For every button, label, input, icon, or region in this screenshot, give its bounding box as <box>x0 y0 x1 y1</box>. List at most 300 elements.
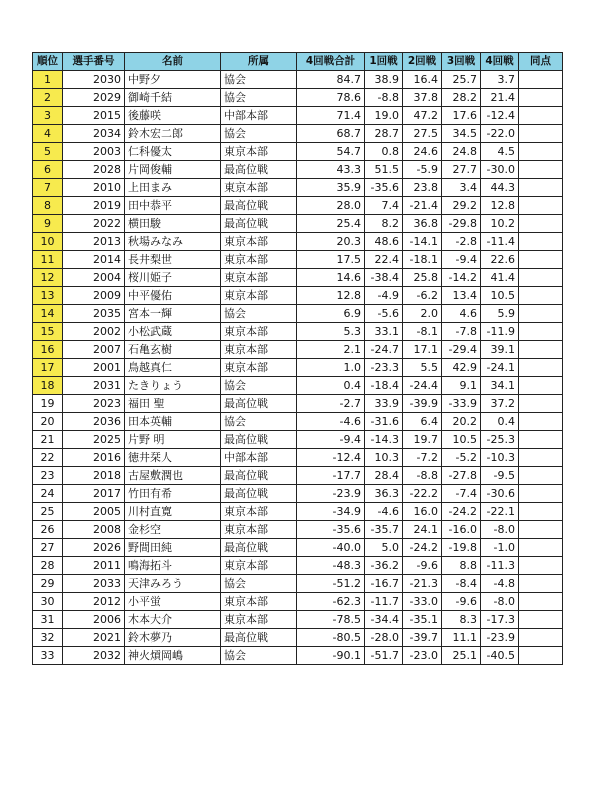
tie-cell <box>519 485 563 503</box>
table-row <box>33 503 563 521</box>
round3-cell: 28.2 <box>442 89 481 107</box>
tie-cell <box>519 179 563 197</box>
team-cell: 協会 <box>221 647 297 665</box>
total-cell: -17.7 <box>297 467 365 485</box>
round2-cell: 27.5 <box>403 125 442 143</box>
round3-cell: 10.5 <box>442 431 481 449</box>
round4-cell: -30.0 <box>481 161 519 179</box>
total-cell: 0.4 <box>297 377 365 395</box>
name-cell: 鳥越真仁 <box>125 359 221 377</box>
round1-cell: -34.4 <box>365 611 403 629</box>
rank-cell: 2 <box>33 89 63 107</box>
tie-cell <box>519 467 563 485</box>
round4-cell: -4.8 <box>481 575 519 593</box>
table-row <box>33 485 563 503</box>
player-id-cell: 2005 <box>63 503 125 521</box>
name-cell: 鈴木宏二郎 <box>125 125 221 143</box>
tie-cell <box>519 143 563 161</box>
team-cell: 東京本部 <box>221 143 297 161</box>
player-id-cell: 2002 <box>63 323 125 341</box>
table-row <box>33 107 563 125</box>
header-round1: 1回戦 <box>365 53 403 71</box>
name-cell: 後藤咲 <box>125 107 221 125</box>
round4-cell: 3.7 <box>481 71 519 89</box>
rank-cell: 8 <box>33 197 63 215</box>
header-round3: 3回戦 <box>442 53 481 71</box>
rank-cell: 15 <box>33 323 63 341</box>
total-cell: 14.6 <box>297 269 365 287</box>
round2-cell: 17.1 <box>403 341 442 359</box>
round1-cell: 51.5 <box>365 161 403 179</box>
round2-cell: -24.2 <box>403 539 442 557</box>
header-player-id: 選手番号 <box>63 53 125 71</box>
round1-cell: 33.9 <box>365 395 403 413</box>
round1-cell: -8.8 <box>365 89 403 107</box>
round3-cell: 4.6 <box>442 305 481 323</box>
round1-cell: -38.4 <box>365 269 403 287</box>
table-row <box>33 287 563 305</box>
round2-cell: -21.4 <box>403 197 442 215</box>
player-id-cell: 2023 <box>63 395 125 413</box>
round1-cell: 5.0 <box>365 539 403 557</box>
player-id-cell: 2008 <box>63 521 125 539</box>
name-cell: 天津みろう <box>125 575 221 593</box>
round2-cell: 47.2 <box>403 107 442 125</box>
player-id-cell: 2014 <box>63 251 125 269</box>
name-cell: 鳴海拓斗 <box>125 557 221 575</box>
round1-cell: -4.6 <box>365 503 403 521</box>
name-cell: 福田 聖 <box>125 395 221 413</box>
round3-cell: -19.8 <box>442 539 481 557</box>
round3-cell: 3.4 <box>442 179 481 197</box>
round1-cell: -35.6 <box>365 179 403 197</box>
total-cell: 71.4 <box>297 107 365 125</box>
round4-cell: 22.6 <box>481 251 519 269</box>
table-row <box>33 395 563 413</box>
table-row <box>33 341 563 359</box>
round4-cell: 39.1 <box>481 341 519 359</box>
round2-cell: -18.1 <box>403 251 442 269</box>
table-row <box>33 215 563 233</box>
tie-cell <box>519 647 563 665</box>
tie-cell <box>519 377 563 395</box>
player-id-cell: 2021 <box>63 629 125 647</box>
round4-cell: 10.5 <box>481 287 519 305</box>
name-cell: 小松武蔵 <box>125 323 221 341</box>
name-cell: 小平蛍 <box>125 593 221 611</box>
total-cell: -35.6 <box>297 521 365 539</box>
total-cell: 54.7 <box>297 143 365 161</box>
rank-cell: 11 <box>33 251 63 269</box>
tie-cell <box>519 611 563 629</box>
table-row <box>33 575 563 593</box>
tie-cell <box>519 233 563 251</box>
header-name: 名前 <box>125 53 221 71</box>
table-row <box>33 197 563 215</box>
team-cell: 東京本部 <box>221 503 297 521</box>
total-cell: 84.7 <box>297 71 365 89</box>
rank-cell: 16 <box>33 341 63 359</box>
total-cell: 78.6 <box>297 89 365 107</box>
tie-cell <box>519 557 563 575</box>
team-cell: 東京本部 <box>221 233 297 251</box>
tie-cell <box>519 323 563 341</box>
tie-cell <box>519 413 563 431</box>
team-cell: 最高位戦 <box>221 485 297 503</box>
round4-cell: -1.0 <box>481 539 519 557</box>
round1-cell: -35.7 <box>365 521 403 539</box>
tie-cell <box>519 629 563 647</box>
round1-cell: -18.4 <box>365 377 403 395</box>
tie-cell <box>519 539 563 557</box>
round3-cell: -8.4 <box>442 575 481 593</box>
table-row <box>33 413 563 431</box>
name-cell: 中平優佑 <box>125 287 221 305</box>
round3-cell: 25.1 <box>442 647 481 665</box>
round1-cell: 28.4 <box>365 467 403 485</box>
round4-cell: 5.9 <box>481 305 519 323</box>
header-rank: 順位 <box>33 53 63 71</box>
tie-cell <box>519 269 563 287</box>
round4-cell: -11.9 <box>481 323 519 341</box>
team-cell: 協会 <box>221 305 297 323</box>
total-cell: -23.9 <box>297 485 365 503</box>
player-id-cell: 2032 <box>63 647 125 665</box>
team-cell: 東京本部 <box>221 521 297 539</box>
tie-cell <box>519 161 563 179</box>
player-id-cell: 2022 <box>63 215 125 233</box>
round1-cell: -36.2 <box>365 557 403 575</box>
rank-cell: 6 <box>33 161 63 179</box>
name-cell: 片岡俊輔 <box>125 161 221 179</box>
team-cell: 東京本部 <box>221 557 297 575</box>
round2-cell: 24.1 <box>403 521 442 539</box>
tie-cell <box>519 593 563 611</box>
table-row <box>33 521 563 539</box>
player-id-cell: 2009 <box>63 287 125 305</box>
total-cell: 35.9 <box>297 179 365 197</box>
tie-cell <box>519 287 563 305</box>
name-cell: 徳井栞人 <box>125 449 221 467</box>
player-id-cell: 2025 <box>63 431 125 449</box>
tie-cell <box>519 215 563 233</box>
table-row <box>33 449 563 467</box>
round3-cell: 8.8 <box>442 557 481 575</box>
player-id-cell: 2029 <box>63 89 125 107</box>
standings-table <box>32 52 563 665</box>
team-cell: 協会 <box>221 377 297 395</box>
round1-cell: 28.7 <box>365 125 403 143</box>
total-cell: -78.5 <box>297 611 365 629</box>
name-cell: 田中恭平 <box>125 197 221 215</box>
player-id-cell: 2012 <box>63 593 125 611</box>
rank-cell: 12 <box>33 269 63 287</box>
round3-cell: 17.6 <box>442 107 481 125</box>
tie-cell <box>519 71 563 89</box>
team-cell: 最高位戦 <box>221 395 297 413</box>
round4-cell: -9.5 <box>481 467 519 485</box>
round3-cell: -24.2 <box>442 503 481 521</box>
tie-cell <box>519 89 563 107</box>
player-id-cell: 2016 <box>63 449 125 467</box>
round3-cell: -33.9 <box>442 395 481 413</box>
round2-cell: 16.0 <box>403 503 442 521</box>
header-row <box>33 53 563 71</box>
total-cell: -9.4 <box>297 431 365 449</box>
name-cell: 御崎千結 <box>125 89 221 107</box>
round2-cell: -22.2 <box>403 485 442 503</box>
team-cell: 最高位戦 <box>221 629 297 647</box>
tie-cell <box>519 503 563 521</box>
round4-cell: -11.3 <box>481 557 519 575</box>
round4-cell: -23.9 <box>481 629 519 647</box>
round1-cell: 10.3 <box>365 449 403 467</box>
round4-cell: -40.5 <box>481 647 519 665</box>
round4-cell: -22.0 <box>481 125 519 143</box>
header-round4: 4回戦 <box>481 53 519 71</box>
name-cell: 神火熕岡嶋 <box>125 647 221 665</box>
round4-cell: -8.0 <box>481 521 519 539</box>
table-row <box>33 377 563 395</box>
round4-cell: 10.2 <box>481 215 519 233</box>
round4-cell: 12.8 <box>481 197 519 215</box>
total-cell: 25.4 <box>297 215 365 233</box>
name-cell: 古屋敷潤也 <box>125 467 221 485</box>
round1-cell: 7.4 <box>365 197 403 215</box>
header-team: 所属 <box>221 53 297 71</box>
rank-cell: 28 <box>33 557 63 575</box>
tie-cell <box>519 305 563 323</box>
rank-cell: 26 <box>33 521 63 539</box>
team-cell: 最高位戦 <box>221 197 297 215</box>
round4-cell: 34.1 <box>481 377 519 395</box>
round1-cell: -28.0 <box>365 629 403 647</box>
table-row <box>33 467 563 485</box>
rank-cell: 21 <box>33 431 63 449</box>
total-cell: -80.5 <box>297 629 365 647</box>
round1-cell: 33.1 <box>365 323 403 341</box>
rank-cell: 18 <box>33 377 63 395</box>
round2-cell: 25.8 <box>403 269 442 287</box>
round4-cell: 0.4 <box>481 413 519 431</box>
team-cell: 東京本部 <box>221 287 297 305</box>
team-cell: 東京本部 <box>221 341 297 359</box>
round4-cell: -8.0 <box>481 593 519 611</box>
total-cell: -62.3 <box>297 593 365 611</box>
rank-cell: 1 <box>33 71 63 89</box>
round2-cell: 19.7 <box>403 431 442 449</box>
round2-cell: -23.0 <box>403 647 442 665</box>
round1-cell: -5.6 <box>365 305 403 323</box>
table-row <box>33 233 563 251</box>
tie-cell <box>519 449 563 467</box>
total-cell: -12.4 <box>297 449 365 467</box>
tie-cell <box>519 107 563 125</box>
player-id-cell: 2031 <box>63 377 125 395</box>
round1-cell: -14.3 <box>365 431 403 449</box>
round1-cell: -24.7 <box>365 341 403 359</box>
round3-cell: -14.2 <box>442 269 481 287</box>
round2-cell: -24.4 <box>403 377 442 395</box>
round1-cell: 22.4 <box>365 251 403 269</box>
round1-cell: -31.6 <box>365 413 403 431</box>
tie-cell <box>519 341 563 359</box>
rank-cell: 17 <box>33 359 63 377</box>
player-id-cell: 2011 <box>63 557 125 575</box>
table-row <box>33 305 563 323</box>
total-cell: 68.7 <box>297 125 365 143</box>
table-row <box>33 161 563 179</box>
total-cell: 5.3 <box>297 323 365 341</box>
rank-cell: 22 <box>33 449 63 467</box>
name-cell: 田本英輔 <box>125 413 221 431</box>
name-cell: 仁科優太 <box>125 143 221 161</box>
round2-cell: 16.4 <box>403 71 442 89</box>
round2-cell: -8.8 <box>403 467 442 485</box>
tie-cell <box>519 395 563 413</box>
round4-cell: 44.3 <box>481 179 519 197</box>
rank-cell: 13 <box>33 287 63 305</box>
player-id-cell: 2003 <box>63 143 125 161</box>
round1-cell: 19.0 <box>365 107 403 125</box>
team-cell: 協会 <box>221 125 297 143</box>
player-id-cell: 2013 <box>63 233 125 251</box>
round3-cell: -9.4 <box>442 251 481 269</box>
rank-cell: 7 <box>33 179 63 197</box>
round2-cell: -6.2 <box>403 287 442 305</box>
team-cell: 東京本部 <box>221 323 297 341</box>
round3-cell: -27.8 <box>442 467 481 485</box>
rank-cell: 4 <box>33 125 63 143</box>
team-cell: 最高位戦 <box>221 215 297 233</box>
round2-cell: -8.1 <box>403 323 442 341</box>
rank-cell: 31 <box>33 611 63 629</box>
round3-cell: 8.3 <box>442 611 481 629</box>
player-id-cell: 2006 <box>63 611 125 629</box>
name-cell: 宮本一輝 <box>125 305 221 323</box>
name-cell: 横田駿 <box>125 215 221 233</box>
rank-cell: 20 <box>33 413 63 431</box>
round3-cell: 25.7 <box>442 71 481 89</box>
name-cell: 竹田有希 <box>125 485 221 503</box>
team-cell: 協会 <box>221 89 297 107</box>
team-cell: 東京本部 <box>221 593 297 611</box>
round2-cell: -33.0 <box>403 593 442 611</box>
rank-cell: 27 <box>33 539 63 557</box>
round3-cell: -5.2 <box>442 449 481 467</box>
total-cell: 43.3 <box>297 161 365 179</box>
team-cell: 東京本部 <box>221 251 297 269</box>
round2-cell: -5.9 <box>403 161 442 179</box>
tie-cell <box>519 251 563 269</box>
table-row <box>33 251 563 269</box>
table-row <box>33 539 563 557</box>
name-cell: 石亀玄樹 <box>125 341 221 359</box>
round1-cell: 8.2 <box>365 215 403 233</box>
table-row <box>33 143 563 161</box>
team-cell: 協会 <box>221 71 297 89</box>
rank-cell: 33 <box>33 647 63 665</box>
rank-cell: 29 <box>33 575 63 593</box>
round2-cell: 6.4 <box>403 413 442 431</box>
rank-cell: 24 <box>33 485 63 503</box>
round4-cell: -10.3 <box>481 449 519 467</box>
table-row <box>33 89 563 107</box>
round3-cell: -7.8 <box>442 323 481 341</box>
total-cell: 1.0 <box>297 359 365 377</box>
player-id-cell: 2007 <box>63 341 125 359</box>
name-cell: 鈴木夢乃 <box>125 629 221 647</box>
round1-cell: 36.3 <box>365 485 403 503</box>
name-cell: 片野 明 <box>125 431 221 449</box>
round1-cell: 0.8 <box>365 143 403 161</box>
total-cell: 2.1 <box>297 341 365 359</box>
table-row <box>33 269 563 287</box>
round4-cell: -22.1 <box>481 503 519 521</box>
round3-cell: -29.8 <box>442 215 481 233</box>
table-row <box>33 125 563 143</box>
round4-cell: -30.6 <box>481 485 519 503</box>
player-id-cell: 2018 <box>63 467 125 485</box>
name-cell: 川村直寛 <box>125 503 221 521</box>
total-cell: 6.9 <box>297 305 365 323</box>
rank-cell: 23 <box>33 467 63 485</box>
round1-cell: -11.7 <box>365 593 403 611</box>
table-row <box>33 593 563 611</box>
round2-cell: -9.6 <box>403 557 442 575</box>
player-id-cell: 2033 <box>63 575 125 593</box>
round4-cell: -24.1 <box>481 359 519 377</box>
round3-cell: 20.2 <box>442 413 481 431</box>
player-id-cell: 2017 <box>63 485 125 503</box>
team-cell: 東京本部 <box>221 179 297 197</box>
player-id-cell: 2028 <box>63 161 125 179</box>
round3-cell: -2.8 <box>442 233 481 251</box>
total-cell: -90.1 <box>297 647 365 665</box>
player-id-cell: 2001 <box>63 359 125 377</box>
name-cell: たきりょう <box>125 377 221 395</box>
round2-cell: 5.5 <box>403 359 442 377</box>
round4-cell: -17.3 <box>481 611 519 629</box>
tie-cell <box>519 431 563 449</box>
rank-cell: 32 <box>33 629 63 647</box>
name-cell: 桜川姫子 <box>125 269 221 287</box>
round1-cell: -4.9 <box>365 287 403 305</box>
total-cell: -51.2 <box>297 575 365 593</box>
header-round2: 2回戦 <box>403 53 442 71</box>
team-cell: 東京本部 <box>221 359 297 377</box>
name-cell: 中野夕 <box>125 71 221 89</box>
name-cell: 木本大介 <box>125 611 221 629</box>
name-cell: 長井梨世 <box>125 251 221 269</box>
player-id-cell: 2026 <box>63 539 125 557</box>
round2-cell: -7.2 <box>403 449 442 467</box>
rank-cell: 9 <box>33 215 63 233</box>
table-row <box>33 629 563 647</box>
header-total: 4回戦合計 <box>297 53 365 71</box>
rank-cell: 5 <box>33 143 63 161</box>
total-cell: -34.9 <box>297 503 365 521</box>
team-cell: 最高位戦 <box>221 161 297 179</box>
round3-cell: 42.9 <box>442 359 481 377</box>
round2-cell: 23.8 <box>403 179 442 197</box>
tie-cell <box>519 359 563 377</box>
round4-cell: 37.2 <box>481 395 519 413</box>
round2-cell: -35.1 <box>403 611 442 629</box>
round2-cell: -39.9 <box>403 395 442 413</box>
player-id-cell: 2034 <box>63 125 125 143</box>
player-id-cell: 2015 <box>63 107 125 125</box>
